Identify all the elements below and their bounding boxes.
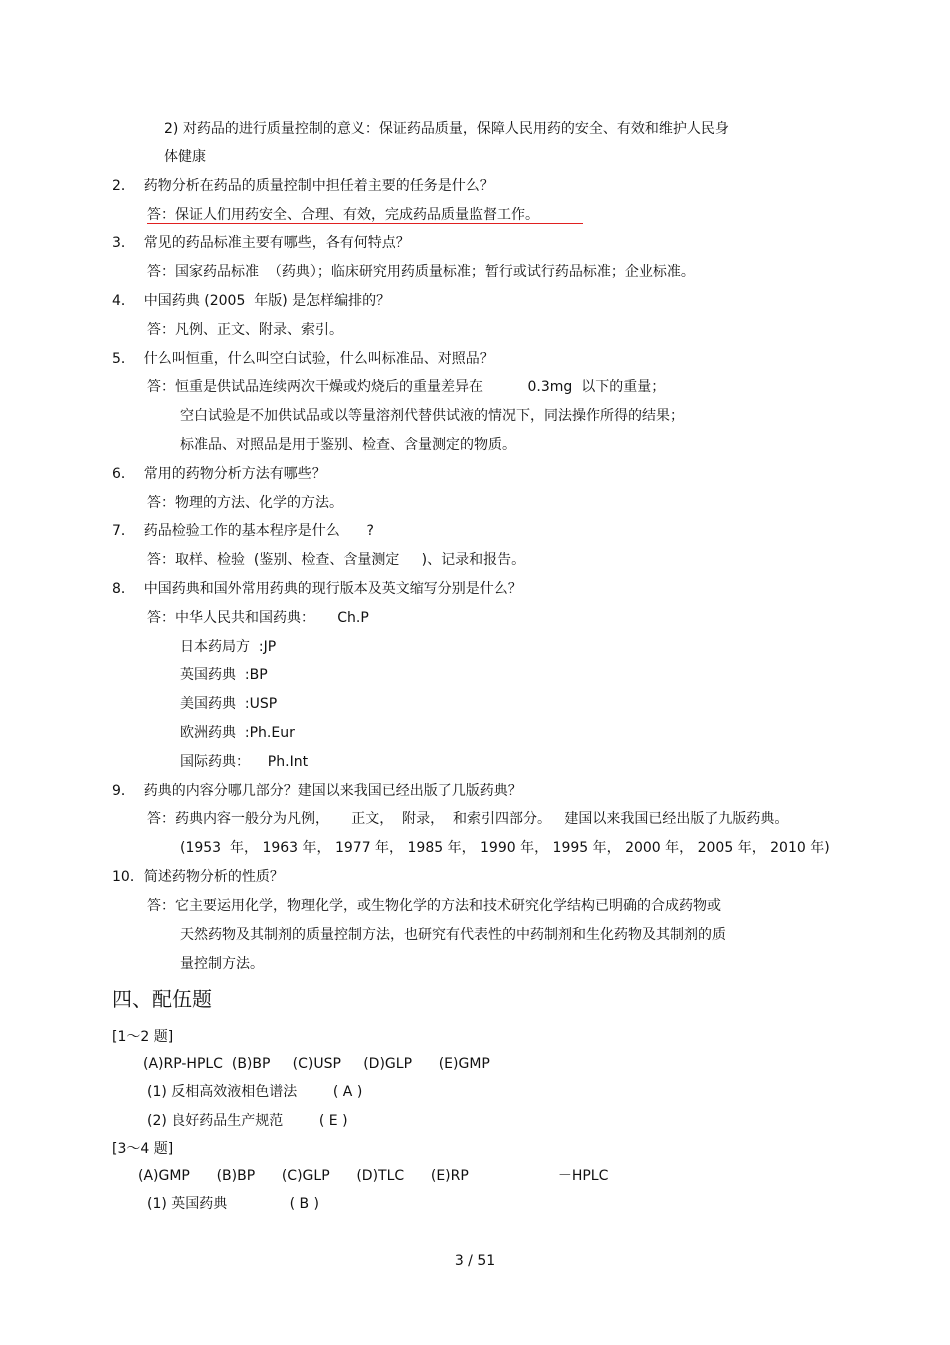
text-line: 天然药物及其制剂的质量控制方法，也研究有代表性的中药制剂和生化药物及其制剂的质 <box>180 927 726 943</box>
question-7: 7． 药品检验工作的基本程序是什么 ? <box>112 523 374 539</box>
page-number: 3 / 51 <box>454 1253 496 1269</box>
question-5: 5． 什么叫恒重，什么叫空白试验，什么叫标准品、对照品？ <box>112 351 494 367</box>
matching-item: (2) 良好药品生产规范 ( E ) <box>147 1113 348 1129</box>
text-line: 标准品、对照品是用于鉴别、检查、含量测定的物质。 <box>180 437 516 453</box>
answer-7: 答：取样、检验 (鉴别、检查、含量测定 )、记录和报告。 <box>147 552 526 568</box>
answer-6: 答：物理的方法、化学的方法。 <box>147 495 343 511</box>
answer-5: 答：恒重是供试品连续两次干燥或灼烧后的重量差异在 0.3mg 以下的重量； <box>147 379 666 395</box>
matching-item: (1) 反相高效液相色谱法 ( A ) <box>147 1084 363 1100</box>
text-line: (1953 年， 1963 年， 1977 年， 1985 年， 1990 年， 1995 年， 2000 年， 2005 年， 2010 年) <box>180 840 830 856</box>
text-line: 国际药典： Ph.Int <box>180 754 309 770</box>
question-9: 9． 药典的内容分哪几部分？建国以来我国已经出版了几版药典？ <box>112 783 522 799</box>
question-3: 3． 常见的药品标准主要有哪些，各有何特点？ <box>112 235 410 251</box>
question-10: 10．简述药物分析的性质？ <box>112 869 284 885</box>
text-line: 2) 对药品的进行质量控制的意义：保证药品质量，保障人民用药的安全、有效和维护人民身 <box>164 121 729 137</box>
answer-2: 答：保证人们用药安全、合理、有效，完成药品质量监督工作。 <box>147 207 539 223</box>
matching-item: (1) 英国药典 ( B ) <box>147 1196 320 1212</box>
answer-4: 答：凡例、正文、附录、索引。 <box>147 322 343 338</box>
question-group-label: [3～4 题] <box>112 1141 174 1157</box>
answer-10: 答：它主要运用化学，物理化学，或生物化学的方法和技术研究化学结构已明确的合成药物或 <box>147 898 721 914</box>
options-line: (A)GMP (B)BP (C)GLP (D)TLC (E)RP －HPLC <box>138 1168 609 1184</box>
text-line: 空白试验是不加供试品或以等量溶剂代替供试液的情况下，同法操作所得的结果； <box>180 408 684 424</box>
text-line: 量控制方法。 <box>180 956 264 972</box>
answer-9: 答：药典内容一般分为凡例， 正文， 附录， 和索引四部分。 建国以来我国已经出版了九版药典。 <box>147 811 789 827</box>
question-group-label: [1～2 题] <box>112 1029 174 1045</box>
text-line: 体健康 <box>164 149 206 165</box>
text-line: 欧洲药典 :Ph.Eur <box>180 725 295 741</box>
question-8: 8． 中国药典和国外常用药典的现行版本及英文缩写分别是什么？ <box>112 581 522 597</box>
question-4: 4． 中国药典 (2005 年版) 是怎样编排的？ <box>112 293 391 309</box>
section-heading: 四、配伍题 <box>112 987 212 1011</box>
question-2: 2． 药物分析在药品的质量控制中担任着主要的任务是什么？ <box>112 178 494 194</box>
red-underline <box>147 223 583 224</box>
answer-3: 答：国家药品标准 （药典）；临床研究用药质量标准；暂行或试行药品标准；企业标准。 <box>147 264 695 280</box>
options-line: (A)RP-HPLC (B)BP (C)USP (D)GLP (E)GMP <box>143 1056 490 1072</box>
text-line: 日本药局方 :JP <box>180 639 277 655</box>
question-6: 6． 常用的药物分析方法有哪些？ <box>112 466 326 482</box>
text-line: 英国药典 :BP <box>180 667 268 683</box>
answer-8: 答：中华人民共和国药典： Ch.P <box>147 610 369 626</box>
text-line: 美国药典 :USP <box>180 696 278 712</box>
